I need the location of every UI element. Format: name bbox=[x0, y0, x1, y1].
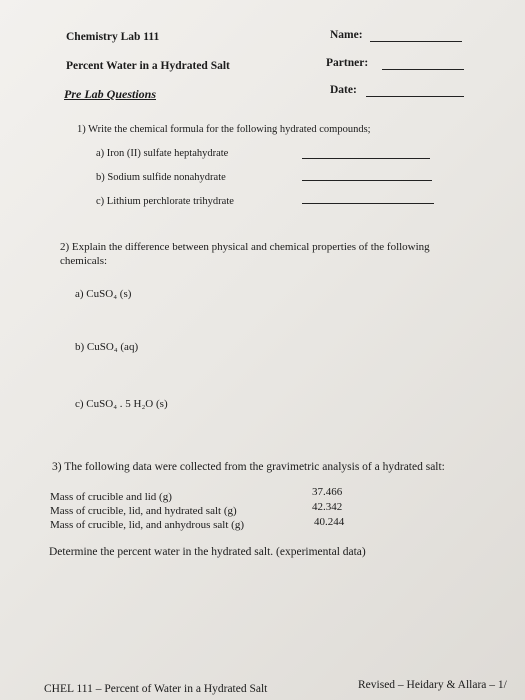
q2-item-c: c) CuSO₄ . 5 H₂O (s) bbox=[75, 398, 168, 410]
q3-row-value-2: 42.342 bbox=[312, 501, 343, 513]
q3-row-value-1: 37.466 bbox=[312, 486, 343, 498]
q2-prompt-line2: chemicals: bbox=[60, 255, 108, 267]
q2-item-a: a) CuSO₄ (s) bbox=[75, 288, 132, 300]
experiment-title: Percent Water in a Hydrated Salt bbox=[66, 60, 230, 72]
partner-label: Partner: bbox=[326, 57, 369, 69]
q1-item-a: a) Iron (II) sulfate heptahydrate bbox=[96, 148, 229, 159]
q1-answer-a[interactable] bbox=[302, 158, 430, 159]
q1-answer-b[interactable] bbox=[302, 180, 432, 181]
q3-row-label-2: Mass of crucible, lid, and hydrated salt (g) bbox=[50, 505, 237, 517]
q3-row-label-1: Mass of crucible and lid (g) bbox=[50, 491, 172, 503]
q2-item-b: b) CuSO₄ (aq) bbox=[75, 341, 139, 353]
date-label: Date: bbox=[330, 84, 357, 96]
section-heading: Pre Lab Questions bbox=[64, 87, 157, 101]
date-blank[interactable] bbox=[366, 96, 464, 97]
q3-row-label-3: Mass of crucible, lid, and anhydrous salt (g) bbox=[50, 519, 244, 531]
q3-row-value-3: 40.244 bbox=[314, 516, 345, 528]
footer-right: Revised – Heidary & Allara – 1/ bbox=[358, 679, 507, 691]
q3-prompt: 3) The following data were collected from the gravimetric analysis of a hydrated salt: bbox=[52, 461, 445, 473]
q2-prompt-line1: 2) Explain the difference between physical and chemical properties of the following bbox=[60, 241, 430, 253]
partner-blank[interactable] bbox=[382, 69, 464, 70]
name-blank[interactable] bbox=[370, 41, 462, 42]
course-title: Chemistry Lab 111 bbox=[66, 31, 160, 43]
q1-item-c: c) Lithium perchlorate trihydrate bbox=[96, 196, 234, 207]
footer-left: CHEL 111 – Percent of Water in a Hydrated Salt bbox=[44, 683, 268, 695]
q1-prompt: 1) Write the chemical formula for the following hydrated compounds; bbox=[77, 124, 371, 135]
q1-item-b: b) Sodium sulfide nonahydrate bbox=[96, 172, 226, 183]
name-label: Name: bbox=[330, 29, 363, 41]
q1-answer-c[interactable] bbox=[302, 203, 434, 204]
q3-instruction: Determine the percent water in the hydrated salt. (experimental data) bbox=[49, 546, 366, 558]
